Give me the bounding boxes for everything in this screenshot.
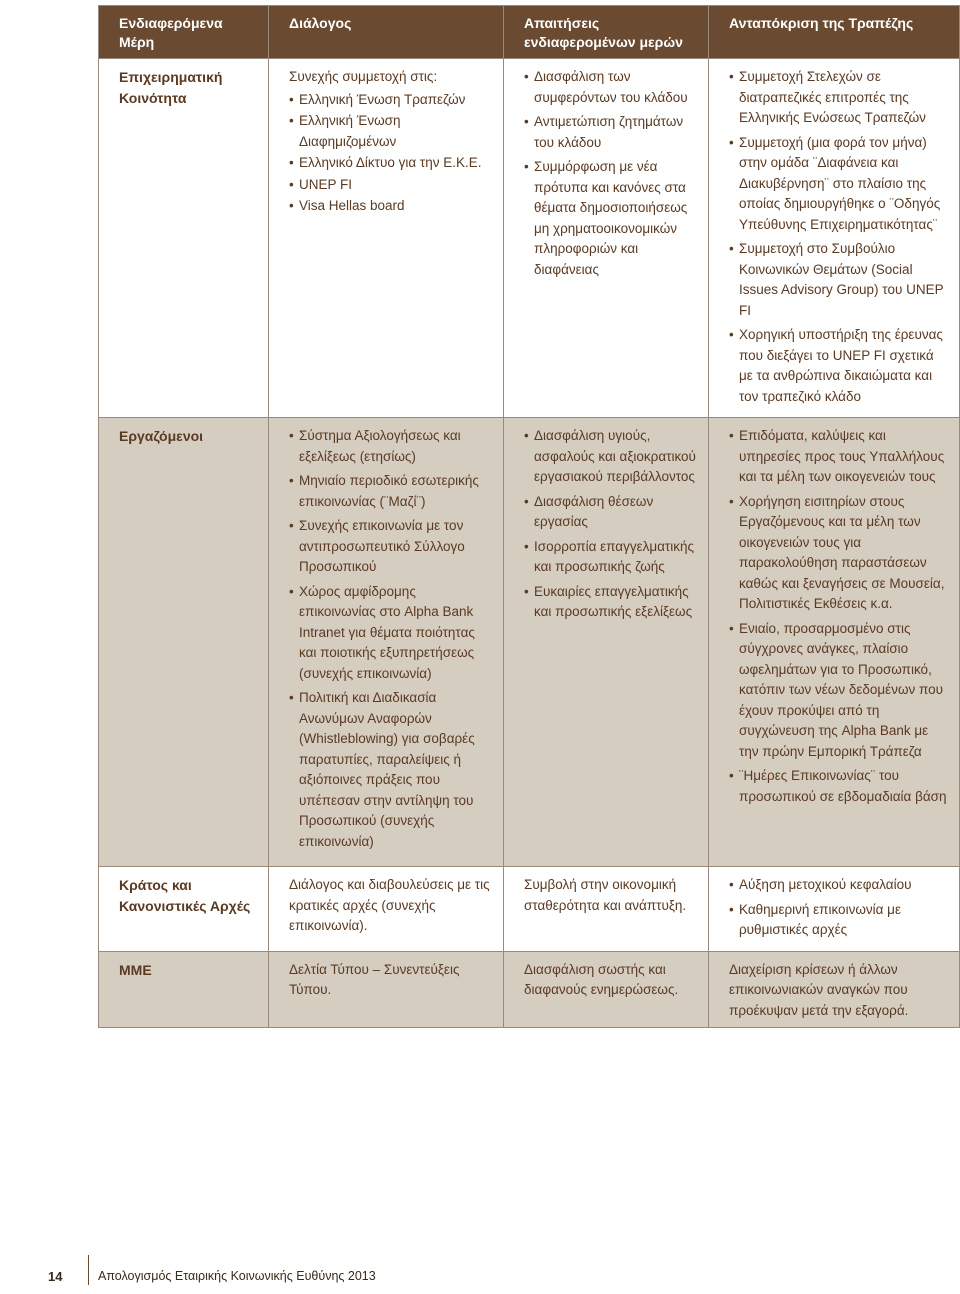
header-dialogue: Διάλογος xyxy=(269,6,504,59)
table-header-row xyxy=(99,6,960,59)
requirements-cell xyxy=(504,59,709,418)
dialogue-cell: Δελτία Τύπου – Συνεντεύξεις Τύπου. xyxy=(269,951,504,1028)
list-item: • Ελληνική Ένωση Διαφημιζομένων xyxy=(289,111,495,152)
requirements-cell: Διασφάλιση σωστής και διαφανούς ενημερώσεως. xyxy=(504,951,709,1028)
header-stakeholders: Ενδιαφερόμενα Μέρη xyxy=(99,6,269,59)
list-item: • Συνεχής επικοινωνία με τον αντιπροσωπευτικό Σύλλογο Προσωπικού xyxy=(289,516,495,578)
list-item: • Ελληνική Ένωση Τραπεζών xyxy=(289,90,495,111)
response-cell xyxy=(709,418,960,867)
footer-title: Απολογισμός Εταιρικής Κοινωνικής Ευθύνης 2013 xyxy=(98,1269,376,1283)
category-cell: Επιχειρηματική Κοινότητα xyxy=(99,59,269,418)
list-item: • Ενιαίο, προσαρμοσμένο στις σύγχρονες ανάγκες, πλαίσιο ωφελημάτων για το Προσωπικό, κατόπιν των νέων δεδομένων που έχουν προκύψει από τη συγχώνευση της Alpha Bank με την πρώην Εμπορική Τράπεζα xyxy=(729,619,951,763)
list-item: • Ευκαιρίες επαγγελματικής και προσωπικής εξελίξεως xyxy=(524,582,700,623)
category-cell: ΜΜΕ xyxy=(99,951,269,1028)
list-item: • Αύξηση μετοχικού κεφαλαίου xyxy=(729,875,951,896)
list-item: • Αντιμετώπιση ζητημάτων του κλάδου xyxy=(524,112,700,153)
requirements-list xyxy=(524,67,700,280)
response-cell: Διαχείριση κρίσεων ή άλλων επικοινωνιακών αναγκών που προέκυψαν μετά την εξαγορά. xyxy=(709,951,960,1028)
table-row xyxy=(99,951,960,1028)
footer-divider xyxy=(88,1255,89,1285)
dialogue-intro: Συνεχής συμμετοχή στις: xyxy=(289,69,438,84)
list-item: • Συμμετοχή στο Συμβούλιο Κοινωνικών Θεμάτων (Social Issues Advisory Group) του UNEP FI xyxy=(729,239,951,321)
table-row xyxy=(99,59,960,418)
list-item: • ¨Ημέρες Επικοινωνίας¨ του προσωπικού σε εβδομαδιαία βάση xyxy=(729,766,951,807)
list-item: • Χορήγηση εισιτηρίων στους Εργαζόμενους και τα μέλη των οικογενειών τους για παρακολούθηση παραστάσεων καθώς και ξεναγήσεις σε Μουσεία, Πολιτιστικές Εκθέσεις κ.α. xyxy=(729,492,951,615)
dialogue-cell xyxy=(269,59,504,418)
dialogue-cell: Διάλογος και διαβουλεύσεις με τις κρατικές αρχές (συνεχής επικοινωνία). xyxy=(269,867,504,952)
list-item: • Διασφάλιση υγιούς, ασφαλούς και αξιοκρατικού εργασιακού περιβάλλοντος xyxy=(524,426,700,488)
list-item: • Συμμόρφωση με νέα πρότυπα και κανόνες στα θέματα δημοσιοποιήσεως μη χρηματοοικονομικών πληροφοριών και διαφάνειας xyxy=(524,157,700,280)
response-cell xyxy=(709,867,960,952)
list-item: • Καθημερινή επικοινωνία με ρυθμιστικές αρχές xyxy=(729,900,951,941)
page-footer xyxy=(0,1255,960,1294)
list-item: • Συμμετοχή (μια φορά τον μήνα) στην ομάδα ¨Διαφάνεια και Διακυβέρνηση¨ στο πλαίσιο της οποίας δημιουργήθηκε ο ¨Οδηγός Υπεύθυνης Επιχειρηματικότητας¨ xyxy=(729,133,951,236)
list-item: • Ελληνικό Δίκτυο για την Ε.Κ.Ε. xyxy=(289,153,495,174)
list-item: • Συμμετοχή Στελεχών σε διατραπεζικές επιτροπές της Ελληνικής Ενώσεως Τραπεζών xyxy=(729,67,951,129)
category-cell: Εργαζόμενοι xyxy=(99,418,269,867)
response-list xyxy=(729,875,951,941)
table-row xyxy=(99,867,960,952)
requirements-cell: Συμβολή στην οικονομική σταθερότητα και ανάπτυξη. xyxy=(504,867,709,952)
list-item: • UNEP FI xyxy=(289,175,495,196)
list-item: • Πολιτική και Διαδικασία Ανωνύμων Αναφορών (Whistleblowing) για σοβαρές παρατυπίες, παραλείψεις ή αξιόποινες πράξεις που υπέπεσαν στην αντίληψη του Προσωπικού (συνεχής επικοινωνία) xyxy=(289,688,495,852)
header-requirements: Απαιτήσεις ενδιαφερομένων μερών xyxy=(504,6,709,59)
stakeholder-table xyxy=(98,5,960,1028)
dialogue-list xyxy=(289,426,495,852)
requirements-cell xyxy=(504,418,709,867)
list-item: • Σύστημα Αξιολογήσεως και εξελίξεως (ετησίως) xyxy=(289,426,495,467)
requirements-list xyxy=(524,426,700,623)
list-item: • Μηνιαίο περιοδικό εσωτερικής επικοινωνίας (¨Μαζί¨) xyxy=(289,471,495,512)
dialogue-cell xyxy=(269,418,504,867)
list-item: • Ισορροπία επαγγελματικής και προσωπικής ζωής xyxy=(524,537,700,578)
list-item: • Visa Hellas board xyxy=(289,196,495,217)
list-item: • Διασφάλιση θέσεων εργασίας xyxy=(524,492,700,533)
dialogue-list xyxy=(289,90,495,217)
page-number: 14 xyxy=(48,1269,63,1284)
list-item: • Χορηγική υποστήριξη της έρευνας που διεξάγει το UNEP FI σχετικά με τα ανθρώπινα δικαιώματα και τον τραπεζικό κλάδο xyxy=(729,325,951,407)
category-cell: Κράτος και Κανονιστικές Αρχές xyxy=(99,867,269,952)
response-list xyxy=(729,426,951,807)
response-cell xyxy=(709,59,960,418)
list-item: • Χώρος αμφίδρομης επικοινωνίας στο Alpha Bank Intranet για θέματα ποιότητας και ποιοτικής εξυπηρετήσεως (συνεχής επικοινωνία) xyxy=(289,582,495,685)
table-row xyxy=(99,418,960,867)
response-list xyxy=(729,67,951,407)
header-response: Ανταπόκριση της Τραπέζης xyxy=(709,6,960,59)
list-item: • Διασφάλιση των συμφερόντων του κλάδου xyxy=(524,67,700,108)
list-item: • Επιδόματα, καλύψεις και υπηρεσίες προς τους Υπαλλήλους και τα μέλη των οικογενειών τους xyxy=(729,426,951,488)
